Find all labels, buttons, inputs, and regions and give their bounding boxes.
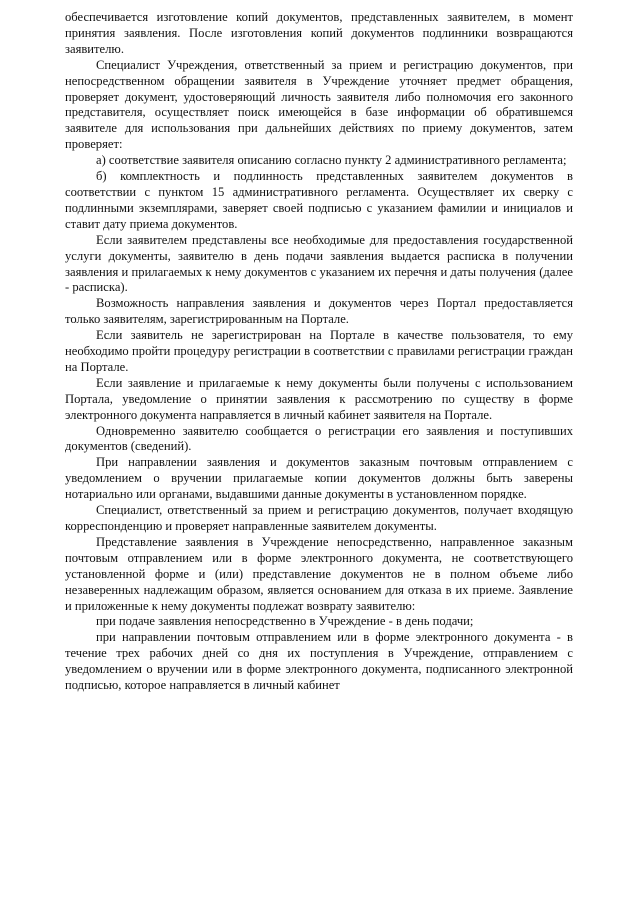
paragraph-7: Если заявитель не зарегистрирован на Портале в качестве пользователя, то ему необходимо пройти процедуру регистрации в соответствии с правилами регистрации граждан на Портале. xyxy=(65,328,573,374)
paragraph-1: обеспечивается изготовление копий документов, представленных заявителем, в момент принятия заявления. После изготовления копий документов подлинники возвращаются заявителю. xyxy=(65,10,573,56)
paragraph-3: а) соответствие заявителя описанию согласно пункту 2 административного регламента; xyxy=(96,153,567,168)
paragraph-10: При направлении заявления и документов заказным почтовым отправлением с уведомлением о вручении прилагаемые копии документов должны быть заверены нотариально или органами, выдавшими данные документы в установленном порядке. xyxy=(65,455,573,502)
paragraph-4: б) комплектность и подлинность представленных заявителем документов в соответствии с пунктом 15 административного регламента. Осуществляет их сверку с подлинными экземплярами, заверяет своей подписью с указанием фамилии и инициалов и ставит дату приема документов. xyxy=(65,169,573,231)
paragraph-13: при подаче заявления непосредственно в Учреждение - в день подачи; xyxy=(96,614,474,629)
document-body xyxy=(65,10,573,694)
paragraph-9: Одновременно заявителю сообщается о регистрации его заявления и поступивших документов (сведений). xyxy=(65,423,573,454)
paragraph-5: Если заявителем представлены все необходимые для предоставления государственной услуги документы, заявителю в день подачи заявления выдается расписка в получении заявления и прилагаемых к нему документов с указанием их перечня и даты получения (далее - расписка). xyxy=(65,232,573,295)
paragraph-2: Специалист Учреждения, ответственный за прием и регистрацию документов, при непосредственном обращении заявителя в Учреждение уточняет предмет обращения, проверяет документ, удостоверяющий личность заявителя либо полномочия его законного представителя, осуществляет поиск имеющейся в базе информации об обратившемся заявителе для использования при дальнейших действиях по приему документов, затем проверяет: xyxy=(65,57,573,152)
paragraph-12: Представление заявления в Учреждение непосредственно, направленное заказным почтовым отправлением или в форме электронного документа, не соответствующего установленной форме и (или) представление документов не в полном объеме либо незаверенных надлежащим образом, является основанием для отказа в их приеме. Заявление и приложенные к нему документы подлежат возврату заявителю: xyxy=(65,534,573,613)
paragraph-14: при направлении почтовым отправлением или в форме электронного документа - в течение трех рабочих дней со дня их поступления в Учреждение, отправлением с уведомлением о вручении или в форме электронного документа, подписанного электронной подписью, которое направляется в личный кабинет xyxy=(65,630,573,693)
paragraph-6: Возможность направления заявления и документов через Портал предоставляется только заявителям, зарегистрированным на Портале. xyxy=(65,296,573,327)
paragraph-11: Специалист, ответственный за прием и регистрацию документов, получает входящую корреспонденцию и проверяет направленные заявителем документы. xyxy=(65,503,573,533)
paragraph-8: Если заявление и прилагаемые к нему документы были получены с использованием Портала, уведомление о принятии заявления к рассмотрению по существу в форме электронного документа направляется в личный кабинет заявителя на Портале. xyxy=(65,375,573,422)
